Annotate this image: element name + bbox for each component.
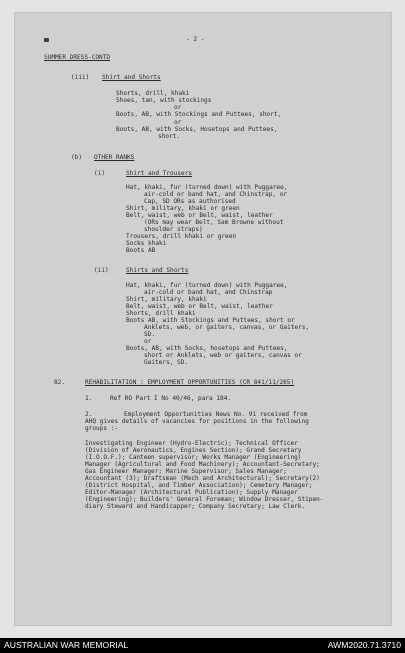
b2-line: Boots, AB, with Socks, hosetops and Puttees,	[126, 345, 288, 352]
vacancy-line: (Division of Aeronautics, Engines Section); Grand Secretary	[85, 447, 302, 454]
b1-line: Socks khaki	[126, 240, 167, 247]
b1-line: Trousers, drill khaki or green	[126, 233, 237, 240]
b2-line: Gaiters, SD.	[144, 359, 189, 366]
b1-line: Hat, khaki, fur (turned down) with Puggaree,	[126, 184, 288, 191]
b2-line: or	[144, 338, 152, 345]
item-82-number: 82.	[54, 379, 66, 386]
subsection-b2-label: (ii)	[94, 267, 109, 274]
footer-accession-number: AWM2020.71.3710	[327, 640, 401, 650]
b2-line: short or Anklets, web or gaiters, canvas or	[144, 352, 302, 359]
vacancy-line: Editor-Manager (Architectural Publication); Supply Manager	[85, 489, 298, 496]
b2-line: Hat, khaki, fur (turned down) with Puggaree,	[126, 282, 288, 289]
iii-line: Shorts, drill, khaki	[116, 90, 190, 97]
b2-line: SD.	[144, 331, 156, 338]
vacancy-line: diary Steward and Handicapper; Company Secretary; Law Clerk.	[85, 503, 306, 510]
iii-line: or	[174, 119, 182, 126]
b1-line: (ORs may wear Belt, Sam Browne without	[144, 219, 284, 226]
archive-footer	[0, 638, 405, 653]
vacancy-line: (District Hospital, and Timber Association); Cemetery Manager;	[85, 482, 313, 489]
footer-institution: AUSTRALIAN WAR MEMORIAL	[4, 640, 129, 650]
document-page	[14, 12, 392, 626]
document-text	[14, 12, 392, 626]
b2-line: Shorts, drill khaki	[126, 310, 196, 317]
subsection-b-label: (b)	[71, 154, 83, 161]
vacancy-line: (Engineering); Builders' General Foreman; Window Dresser, Stipen-	[85, 496, 324, 503]
section-heading: SUMMER DRESS-CONTD	[44, 54, 111, 61]
subsection-b1-label: (i)	[94, 170, 106, 177]
b2-line: Shirt, military, khaki	[126, 296, 207, 303]
b2-line: Belt, waist, web or Belt, waist, leather	[126, 303, 273, 310]
para-2-line: Employment Opportunities News No. 91 received from	[124, 411, 308, 418]
para-2-line: groups :-	[85, 425, 119, 432]
vacancy-line: Manager (Agricultural and Food Machinery); Accountant-Secretary;	[85, 461, 320, 468]
para-2-number: 2.	[85, 411, 93, 418]
b1-line: Cap, SD ORs as authorised	[144, 198, 236, 205]
para-2-line: AHQ gives details of vacancies for positions in the following	[85, 418, 309, 425]
para-1-text: Ref RO Part I No 40/46, para 184.	[110, 395, 232, 402]
b2-line: air-cold or band hat, and Chinstrap	[144, 289, 273, 296]
iii-line: Boots, AB, with Stockings and Puttees, short,	[116, 111, 282, 118]
vacancy-line: (I.O.O.F.); Canteen supervisor; Works Manager (Engineering)	[85, 454, 302, 461]
vacancy-line: Investigating Engineer (Hydro-Electric); Technical Officer	[85, 440, 298, 447]
iii-line: or	[174, 104, 182, 111]
iii-line: short.	[158, 133, 181, 140]
item-82-heading: REHABILITATION : EMPLOYMENT OPPORTUNITIES (CR 841/11/265)	[85, 379, 295, 386]
subsection-iii-title: Shirt and Shorts	[102, 74, 161, 81]
subsection-b2-title: Shirts and Shorts	[126, 267, 189, 274]
subsection-b1-title: Shirt and Trousers	[126, 170, 193, 177]
b1-line: Shirt, military, khaki or green	[126, 205, 240, 212]
b1-line: Belt, waist, web or Belt, waist, leather	[126, 212, 273, 219]
b2-line: Anklets, web, or gaiters, canvas, or Gaiters,	[144, 324, 310, 331]
b1-line: air-cold or band hat, and Chinstrap, or	[144, 191, 288, 198]
iii-line: Boots, AB, with Socks, Hosetops and Puttees,	[116, 126, 278, 133]
vacancy-line: Accountant (3); Draftsman (Mech and Architectural); Secretary(2)	[85, 475, 320, 482]
b1-line: shoulder straps)	[144, 226, 203, 233]
subsection-iii-label: (iii)	[71, 74, 90, 81]
para-1-number: 1.	[85, 395, 93, 402]
vacancy-line: Gas Engineer Manager; Marine Supervisor; Sales Manager;	[85, 468, 287, 475]
page-number: - 2 -	[186, 36, 205, 43]
b2-line: Boots AB, with Stockings and Puttees, short or	[126, 317, 295, 324]
iii-line: Shoes, tan, with stockings	[116, 97, 212, 104]
subsection-b-title: OTHER RANKS	[94, 154, 135, 161]
b1-line: Boots AB	[126, 247, 156, 254]
